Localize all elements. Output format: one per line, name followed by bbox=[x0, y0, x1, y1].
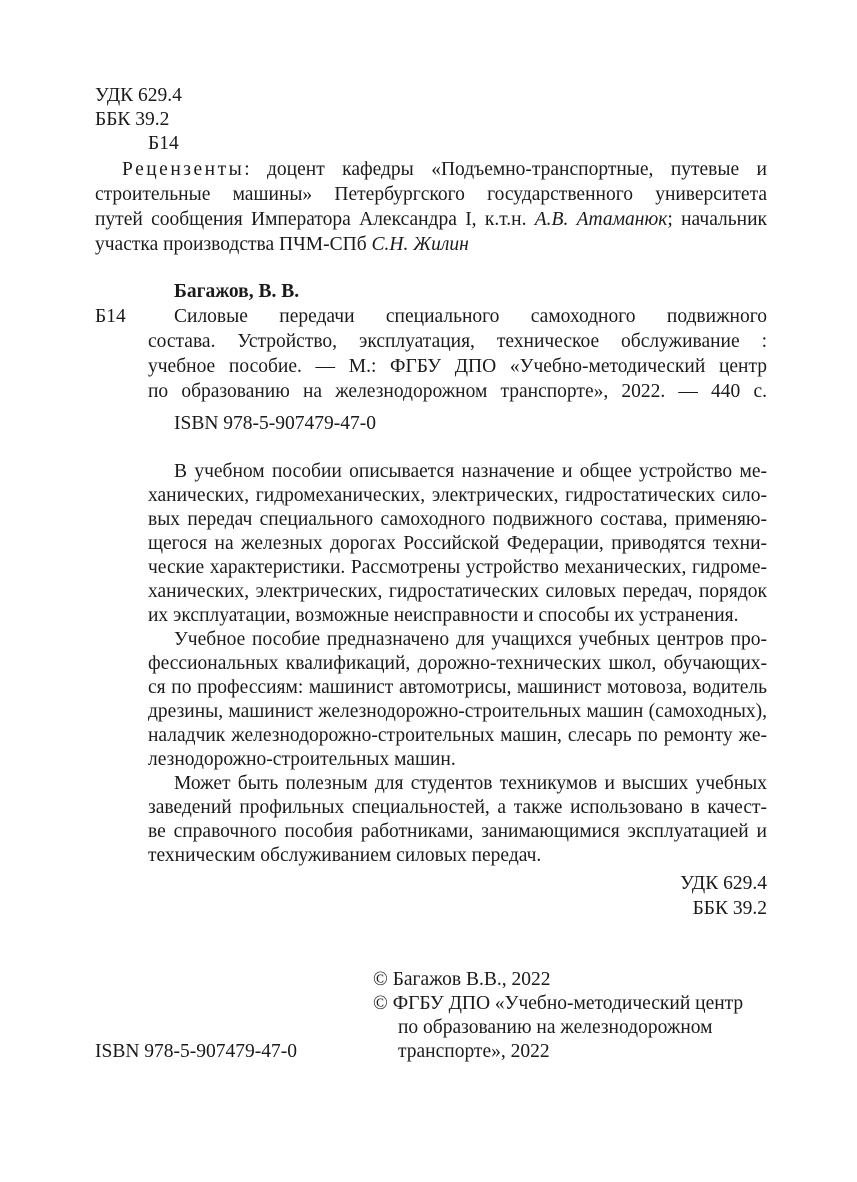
abstract-p2-line: лезнодорожно-строительных машин. bbox=[148, 749, 456, 770]
abstract-p3-line: техническим обслуживанием силовых передач. bbox=[148, 845, 542, 866]
reviewers-line-3: путей сообщения Императора Александра I, к.т.н. А.В. Атаманюк; начальник bbox=[95, 209, 767, 230]
abstract-p2-line: Учебное пособие предназначено для учащихся учебных центров про- bbox=[174, 629, 767, 650]
reviewers-line-1: Рецензенты: доцент кафедры «Подъемно-транспортные, путевые и bbox=[122, 159, 767, 180]
abstract-p3-line: заведений профильных специальностей, а также использовано в качест- bbox=[148, 797, 767, 818]
abstract-p3-line: ве справочного пособия работниками, занимающимися эксплуатацией и bbox=[148, 821, 767, 842]
abstract-p1-line: В учебном пособии описывается назначение и общее устройство ме- bbox=[174, 461, 767, 482]
udk-code: УДК 629.4 bbox=[95, 85, 182, 106]
copyright-publisher-cont: транспорте», 2022 bbox=[398, 1041, 550, 1062]
bib-line-4: по образованию на железнодорожном транспорте», 2022. — 440 с. bbox=[148, 381, 767, 402]
bib-line-1: Силовые передачи специального самоходного подвижного bbox=[174, 306, 767, 327]
reviewers-label: Рецензенты bbox=[122, 159, 245, 180]
bib-line-2: состава. Устройство, эксплуатация, техническое обслуживание : bbox=[148, 331, 767, 352]
author-sign: Б14 bbox=[148, 133, 179, 154]
udk-code-bottom: УДК 629.4 bbox=[680, 873, 767, 894]
reviewers-line-2: строительные машины» Петербургского государственного университета bbox=[95, 184, 767, 205]
abstract-p1-line: ханических, гидромеханических, электрических, гидростатических сило- bbox=[148, 485, 767, 506]
reviewer-1: А.В. Атаманюк bbox=[534, 209, 668, 230]
copyright-author: © Багажов В.В., 2022 bbox=[373, 969, 551, 990]
abstract-p2-line: фессиональных квалификаций, дорожно-технических школ, обучающих- bbox=[148, 653, 767, 674]
abstract-p2-line: наладчик железнодорожно-строительных машин, слесарь по ремонту же- bbox=[148, 725, 767, 746]
reviewers-line-4: участка производства ПЧМ-СПб С.Н. Жилин bbox=[95, 234, 469, 255]
bib-line-3: учебное пособие. — М.: ФГБУ ДПО «Учебно-методический центр bbox=[148, 356, 767, 377]
abstract-p3-line: Может быть полезным для студентов техникумов и высших учебных bbox=[174, 773, 767, 794]
bib-sign: Б14 bbox=[95, 306, 126, 327]
abstract-p2-line: ся по профессиям: машинист автомотрисы, машинист мотовоза, водитель bbox=[148, 677, 767, 698]
bib-author: Багажов, В. В. bbox=[174, 281, 300, 302]
abstract-p1-line: вых передач специального самоходного подвижного состава, применяю- bbox=[148, 509, 767, 530]
reviewer-2: С.Н. Жилин bbox=[371, 234, 469, 255]
bbk-code-bottom: ББК 39.2 bbox=[692, 898, 767, 919]
abstract-p1-line: их эксплуатации, возможные неисправности и способы их устранения. bbox=[148, 605, 739, 626]
abstract-p1-line: щегося на железных дорогах Российской Федерации, приводятся техни- bbox=[148, 533, 767, 554]
abstract-p1-line: ческие характеристики. Рассмотрены устройство механических, гидроме- bbox=[148, 557, 767, 578]
bbk-code: ББК 39.2 bbox=[95, 109, 170, 130]
copyright-publisher-cont: по образованию на железнодорожном bbox=[398, 1017, 713, 1038]
abstract-p2-line: дрезины, машинист железнодорожно-строительных машин (самоходных), bbox=[148, 701, 767, 722]
bib-isbn: ISBN 978-5-907479-47-0 bbox=[174, 413, 377, 434]
footer-isbn: ISBN 978-5-907479-47-0 bbox=[95, 1041, 298, 1062]
abstract-p1-line: ханических, электрических, гидростатических силовых передач, порядок bbox=[148, 581, 767, 602]
copyright-publisher: © ФГБУ ДПО «Учебно-методический центр bbox=[373, 993, 744, 1014]
